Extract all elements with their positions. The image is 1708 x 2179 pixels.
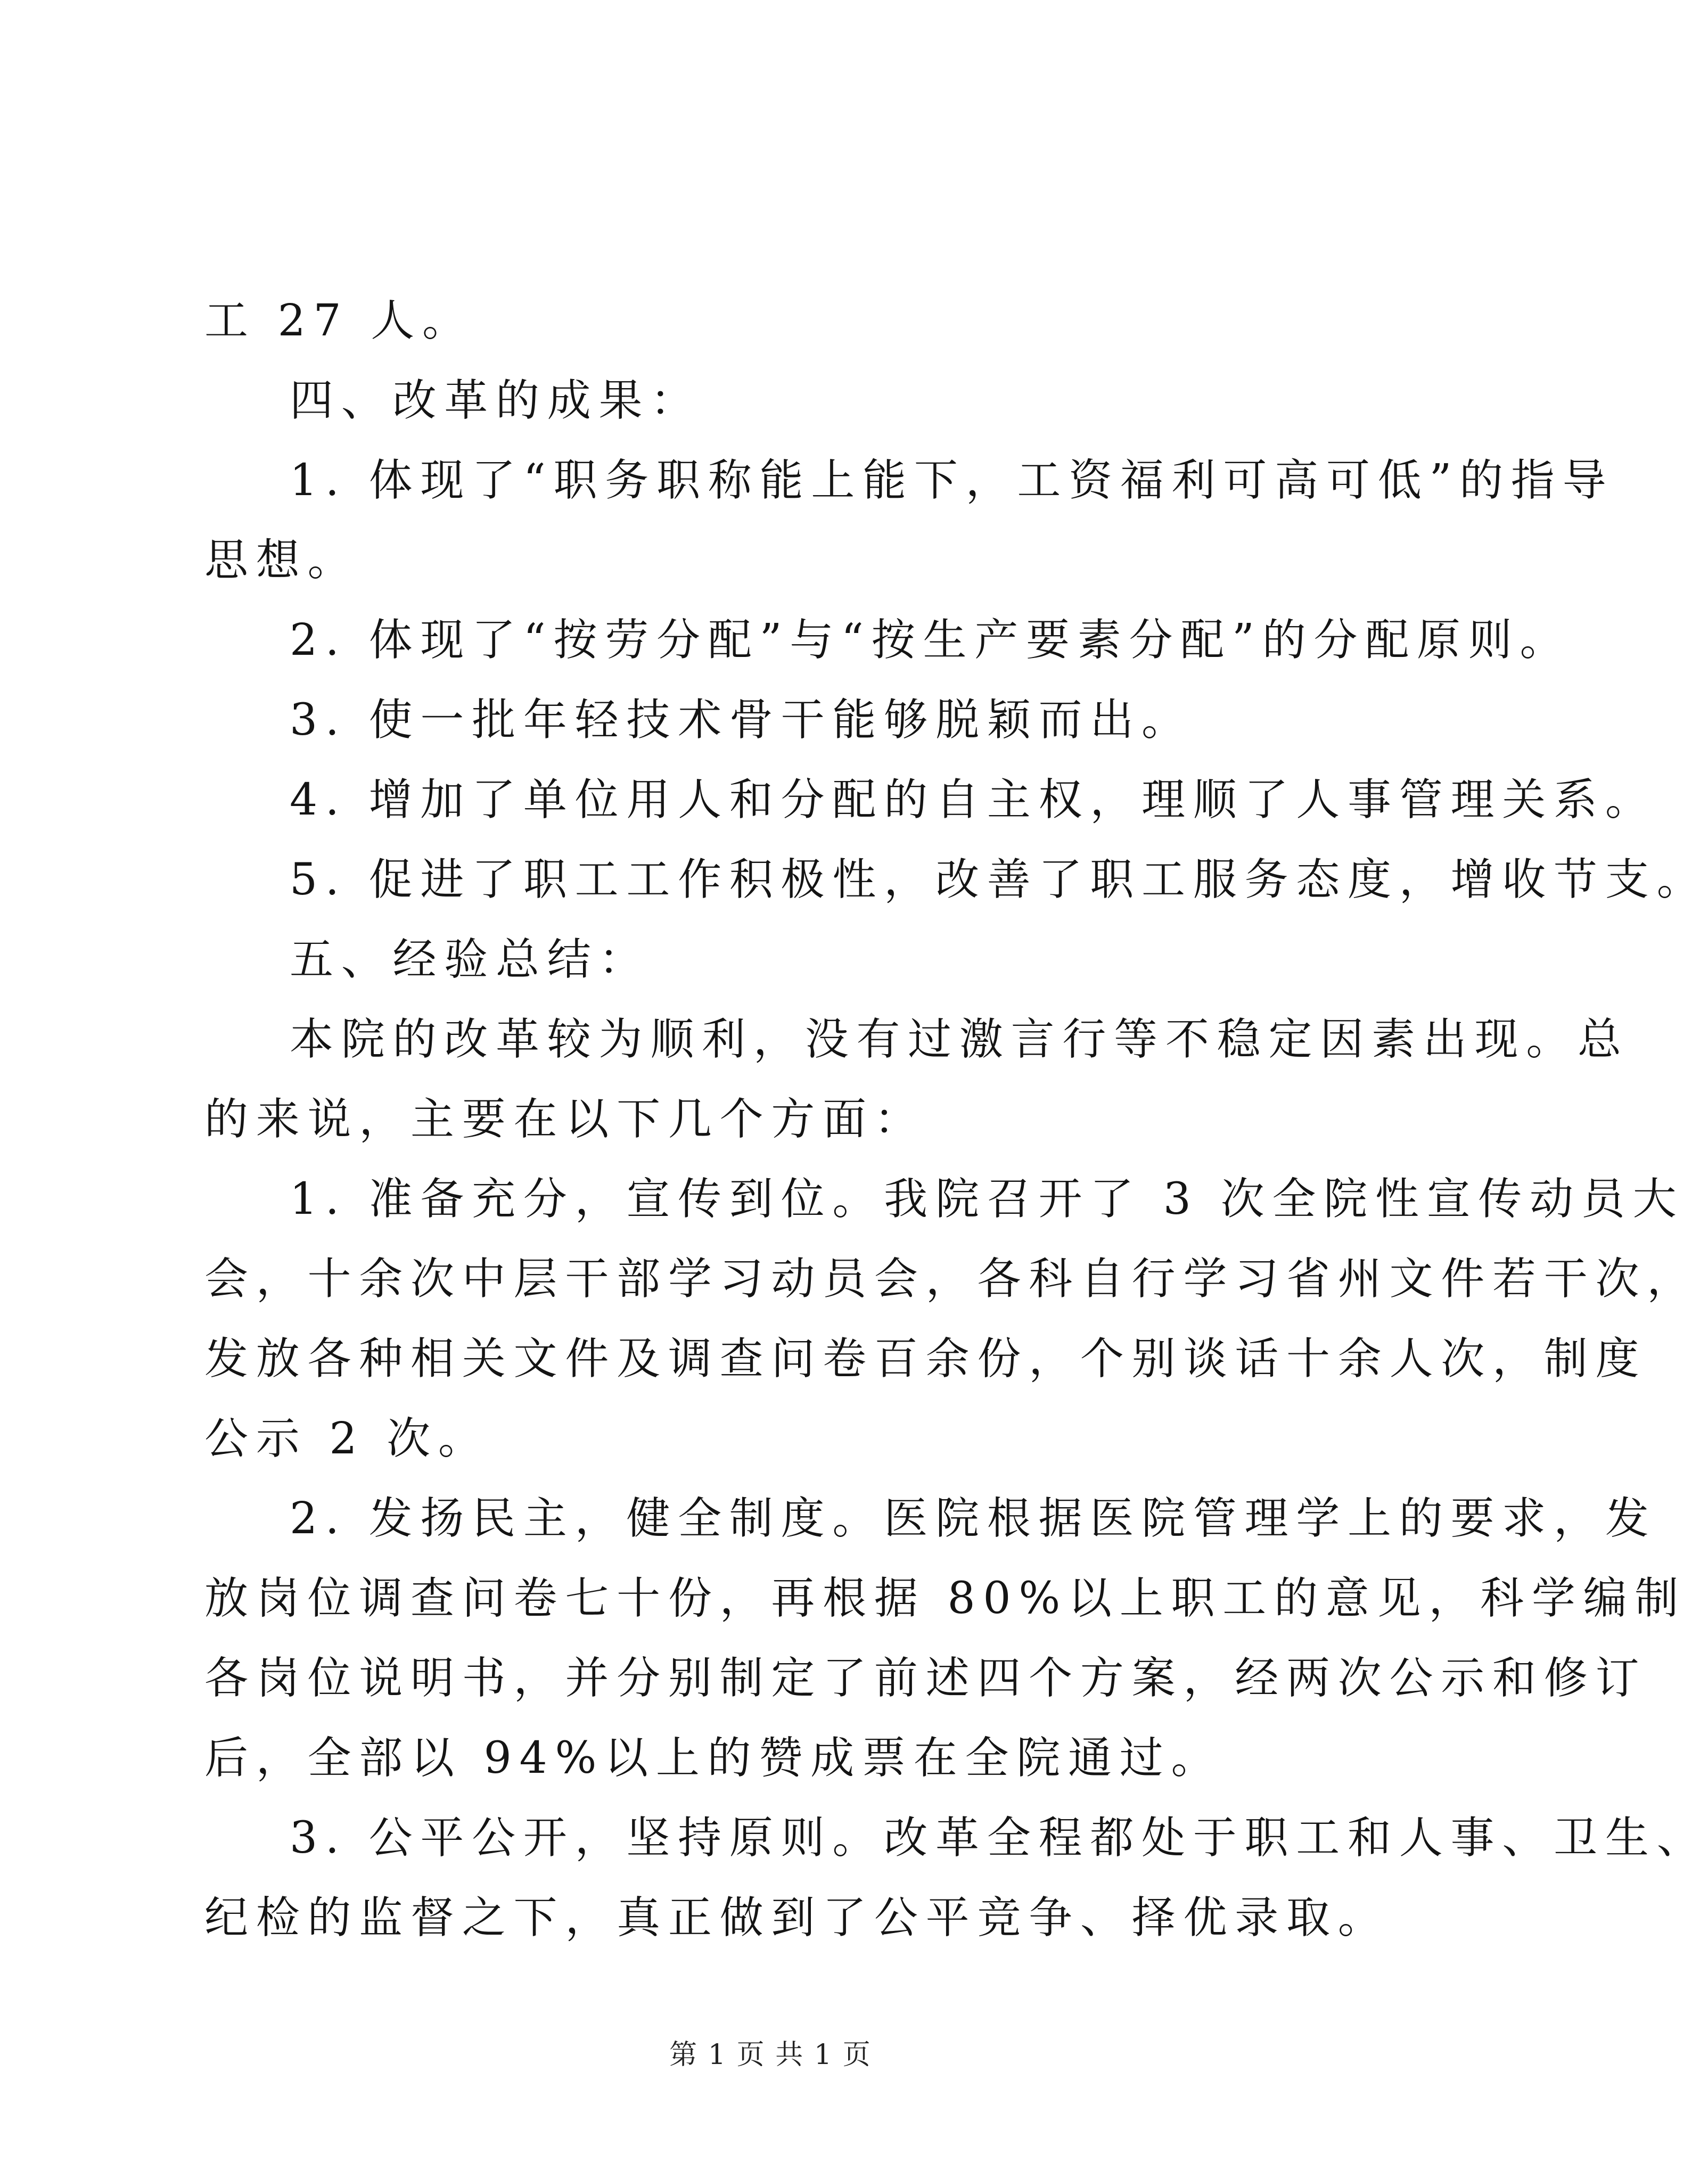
list-item: 1. 准备充分，宣传到位。我院召开了 3 次全院性宣传动员大 xyxy=(290,1174,1685,1224)
list-item: 4. 增加了单位用人和分配的自主权，理顺了人事管理关系。 xyxy=(290,775,1657,825)
body-line: 工 27 人。 xyxy=(204,295,474,346)
page-footer: 第 1 页 共 1 页 xyxy=(669,2039,872,2071)
list-item: 5. 促进了职工工作积极性，改善了职工服务态度，增收节支。 xyxy=(290,854,1708,905)
list-item: 1. 体现了“职务职称能上能下，工资福利可高可低”的指导 xyxy=(290,455,1614,506)
body-line: 发放各种相关文件及调查问卷百余份，个别谈话十余人次，制度 xyxy=(204,1334,1647,1384)
body-line: 放岗位调查问卷七十份，再根据 80%以上职工的意见，科学编制 xyxy=(204,1573,1687,1624)
list-item: 2. 体现了“按劳分配”与“按生产要素分配”的分配原则。 xyxy=(290,615,1572,665)
body-line: 公示 2 次。 xyxy=(204,1413,490,1464)
body-line: 的来说，主要在以下几个方面： xyxy=(204,1094,926,1145)
body-line: 各岗位说明书，并分别制定了前述四个方案，经两次公示和修订 xyxy=(204,1653,1647,1704)
body-line: 后，全部以 94%以上的赞成票在全院通过。 xyxy=(204,1733,1223,1783)
body-line: 思想。 xyxy=(204,535,359,586)
list-item: 3. 公平公开，坚持原则。改革全程都处于职工和人事、卫生、 xyxy=(290,1813,1708,1863)
body-line: 本院的改革较为顺利，没有过激言行等不稳定因素出现。总 xyxy=(290,1014,1629,1065)
body-line: 会，十余次中层干部学习动员会，各科自行学习省州文件若干次， xyxy=(204,1254,1699,1304)
list-item: 3. 使一批年轻技术骨干能够脱颖而出。 xyxy=(290,695,1193,745)
list-item: 2. 发扬民主，健全制度。医院根据医院管理学上的要求，发 xyxy=(290,1493,1657,1544)
section-heading: 五、经验总结： xyxy=(290,934,651,985)
body-line: 纪检的监督之下，真正做到了公平竞争、择优录取。 xyxy=(204,1893,1390,1943)
section-heading: 四、改革的成果： xyxy=(290,375,702,426)
